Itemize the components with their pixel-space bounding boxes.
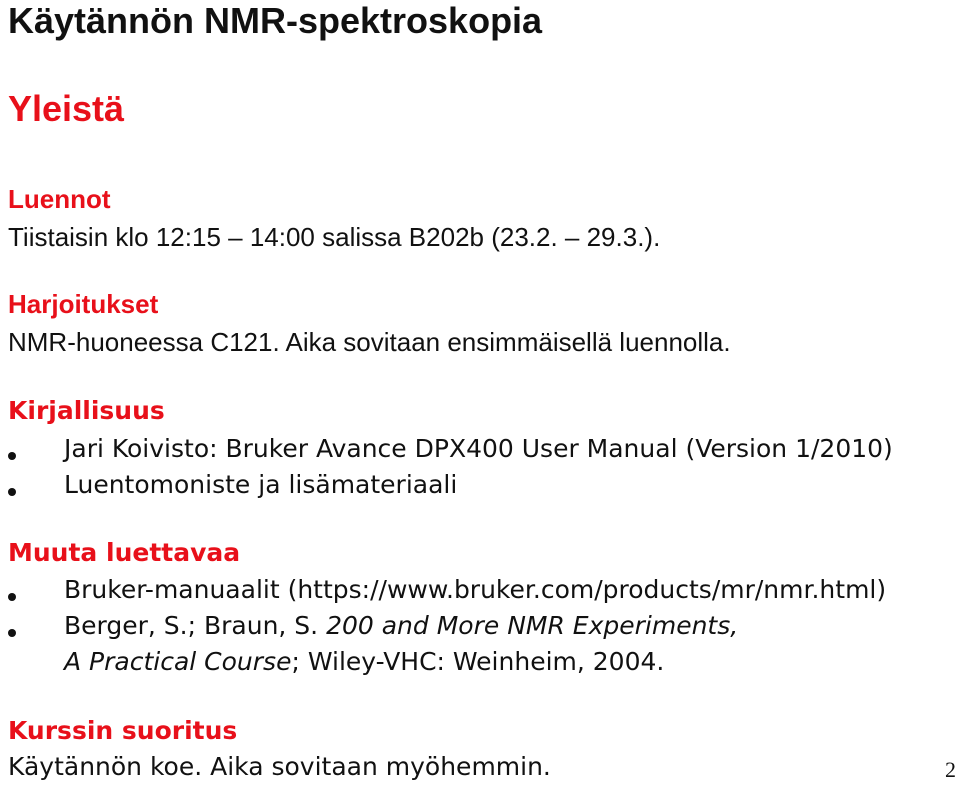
muuta-item-2	[64, 611, 738, 640]
muuta-heading: Muuta luettavaa	[8, 538, 241, 567]
section-heading-yleista: Yleistä	[8, 88, 125, 129]
bullet-icon	[8, 452, 16, 460]
suoritus-heading: Kurssin suoritus	[8, 716, 238, 745]
harjoitukset-heading: Harjoitukset	[8, 289, 159, 319]
muuta-item-2-publisher: ; Wiley-VHC: Weinheim, 2004.	[291, 647, 665, 676]
kirjallisuus-item-1: Jari Koivisto: Bruker Avance DPX400 User Manual (Version 1/2010)	[64, 434, 893, 463]
bullet-icon	[8, 593, 16, 601]
muuta-item-1: Bruker-manuaalit (https://www.bruker.com/products/mr/nmr.html)	[64, 575, 887, 604]
suoritus-text: Käytännön koe. Aika sovitaan myöhemmin.	[8, 752, 551, 781]
muuta-item-2-title: 200 and More NMR Experiments,	[326, 611, 739, 640]
muuta-item-2-authors: Berger, S.; Braun, S.	[64, 611, 327, 640]
luennot-heading: Luennot	[8, 184, 111, 214]
harjoitukset-text: NMR-huoneessa C121. Aika sovitaan ensimmäisellä luennolla.	[8, 327, 731, 357]
luennot-text: Tiistaisin klo 12:15 – 14:00 salissa B202b (23.2. – 29.3.).	[8, 222, 661, 252]
page-title: Käytännön NMR-spektroskopia	[8, 0, 543, 41]
kirjallisuus-item-2: Luentomoniste ja lisämateriaali	[64, 470, 458, 499]
kirjallisuus-heading: Kirjallisuus	[8, 396, 165, 425]
muuta-item-2-cont	[64, 647, 664, 676]
bullet-icon	[8, 629, 16, 637]
muuta-item-2-subtitle: A Practical Course	[64, 647, 292, 676]
bullet-icon	[8, 488, 16, 496]
page-number: 2	[945, 757, 956, 782]
